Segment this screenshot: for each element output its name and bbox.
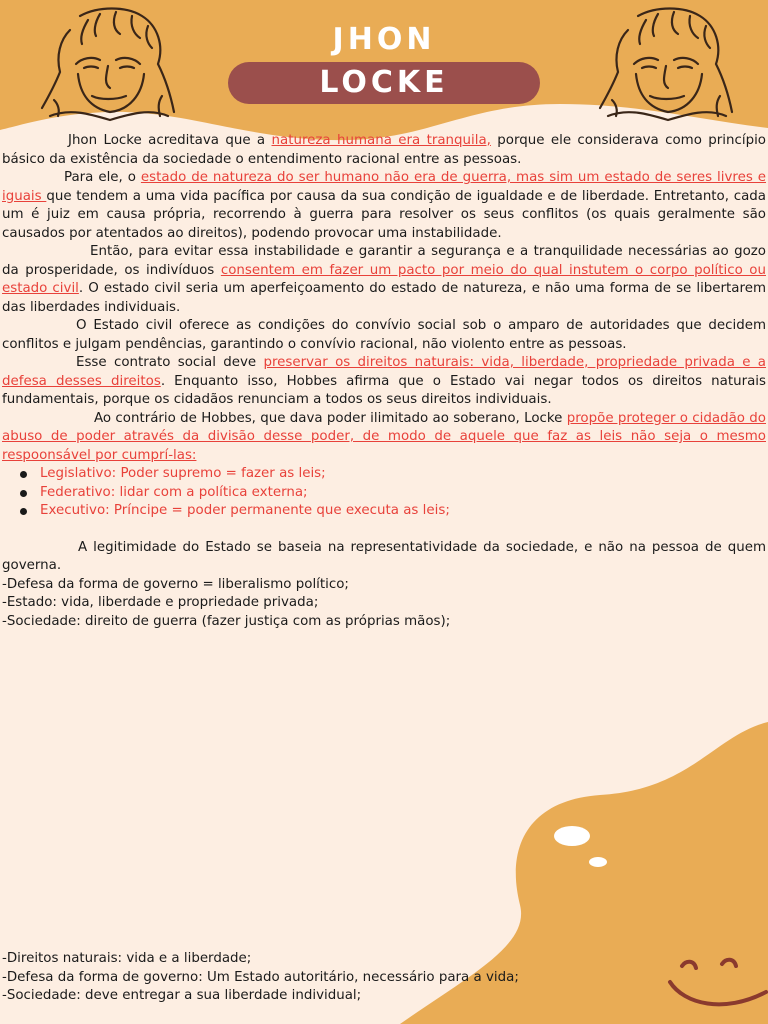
list-item: -Defesa da forma de governo: Um Estado autoritário, necessário para a vida;: [2, 969, 519, 985]
list-item: -Defesa da forma de governo = liberalismo político;: [2, 576, 349, 592]
highlight-text: preservar os direitos naturais: vida, liberdade, propriedade privada e a defesa desses direitos: [2, 355, 767, 389]
highlight-text: estado de natureza do ser humano não era de guerra, mas sim um estado de seres livres e iguais: [2, 170, 766, 204]
paragraph-social-pact: Então, para evitar essa instabilidade e garantir a segurança e a tranquilidade necessárias ao gozo da prosperidade, os indivíduos consentem em fazer um pacto por meio do qual instutem o corpo político ou estado civil. O estado civil seria um aperfeiçoamento do estado de natureza, e não uma forma de se libertarem das liberdades individuais.: [2, 244, 766, 315]
smiley-face-icon: [664, 952, 768, 1024]
title-first-name: JHON: [332, 22, 436, 57]
highlight-text: propõe proteger o cidadão do abuso de poder através da divisão desse poder, de modo de aquele que faz as leis não seja o mesmo respoonsável por cumprí-las:: [2, 410, 766, 463]
highlight-text: natureza humana era tranquila,: [271, 133, 491, 148]
paragraph-civil-state: O Estado civil oferece as condições do convívio social sob o amparo de autoridades que decidem conflitos e julgam pendências, garantindo o convívio racional, não violento entre as pessoas.: [2, 318, 766, 352]
list-item: -Direitos naturais: vida e a liberdade;: [2, 951, 252, 966]
list-item: Federativo: lidar com a política externa;: [40, 484, 766, 503]
highlight-bubble-large: [554, 826, 590, 846]
list-item: Legislativo: Poder supremo = fazer as leis;: [40, 465, 766, 484]
paragraph-legitimacy: A legitimidade do Estado se baseia na representatividade da sociedade, e não na pessoa de quem governa.: [2, 539, 766, 573]
paragraph-state-of-nature: Para ele, o estado de natureza do ser humano não era de guerra, mas sim um estado de seres livres e iguais que tendem a uma vida pacífica por causa da sua condição de igualdade e de liberdade. Entretanto, cada um é juiz em causa própria, recorrendo à guerra para resolver os seus conflitos (os quais geralmente são causados por atentados ao direitos), podendo provocar uma instabilidade.: [2, 170, 767, 241]
list-item: Executivo: Príncipe = poder permanente que executa as leis;: [40, 502, 766, 521]
highlight-text: consentem em fazer um pacto por meio do qual instutem o corpo político ou estado civil: [2, 262, 766, 296]
title-last-name: LOCKE: [319, 65, 449, 100]
hobbes-summary: [2, 950, 766, 1006]
list-item: -Estado: vida, liberdade e propriedade privada;: [2, 595, 319, 610]
list-item: -Sociedade: deve entregar a sua liberdade individual;: [2, 988, 362, 1003]
main-content: [2, 132, 766, 631]
list-item: -Sociedade: direito de guerra (fazer justiça com as próprias mãos);: [2, 613, 451, 629]
highlight-bubble-small: [589, 857, 607, 867]
spacer: [2, 521, 766, 539]
powers-list: [2, 465, 766, 521]
paragraph-division-of-power: Ao contrário de Hobbes, que dava poder ilimitado ao soberano, Locke propõe proteger o cidadão do abuso de poder através da divisão desse poder, de modo de aquele que faz as leis não seja o mesmo respoonsável por cumprí-las:: [2, 410, 766, 463]
paragraph-social-contract: Esse contrato social deve preservar os direitos naturais: vida, liberdade, propriedade privada e a defesa desses direitos. Enquanto isso, Hobbes afirma que o Estado vai negar todos os direitos naturais fundamentais, porque os cidadãos renunciam a todos os seus direitos individuais.: [2, 355, 767, 407]
paragraph-human-nature: Jhon Locke acreditava que a natureza humana era tranquila, porque ele considerava como princípio básico da existência da sociedade o entendimento racional entre as pessoas.: [2, 133, 766, 167]
